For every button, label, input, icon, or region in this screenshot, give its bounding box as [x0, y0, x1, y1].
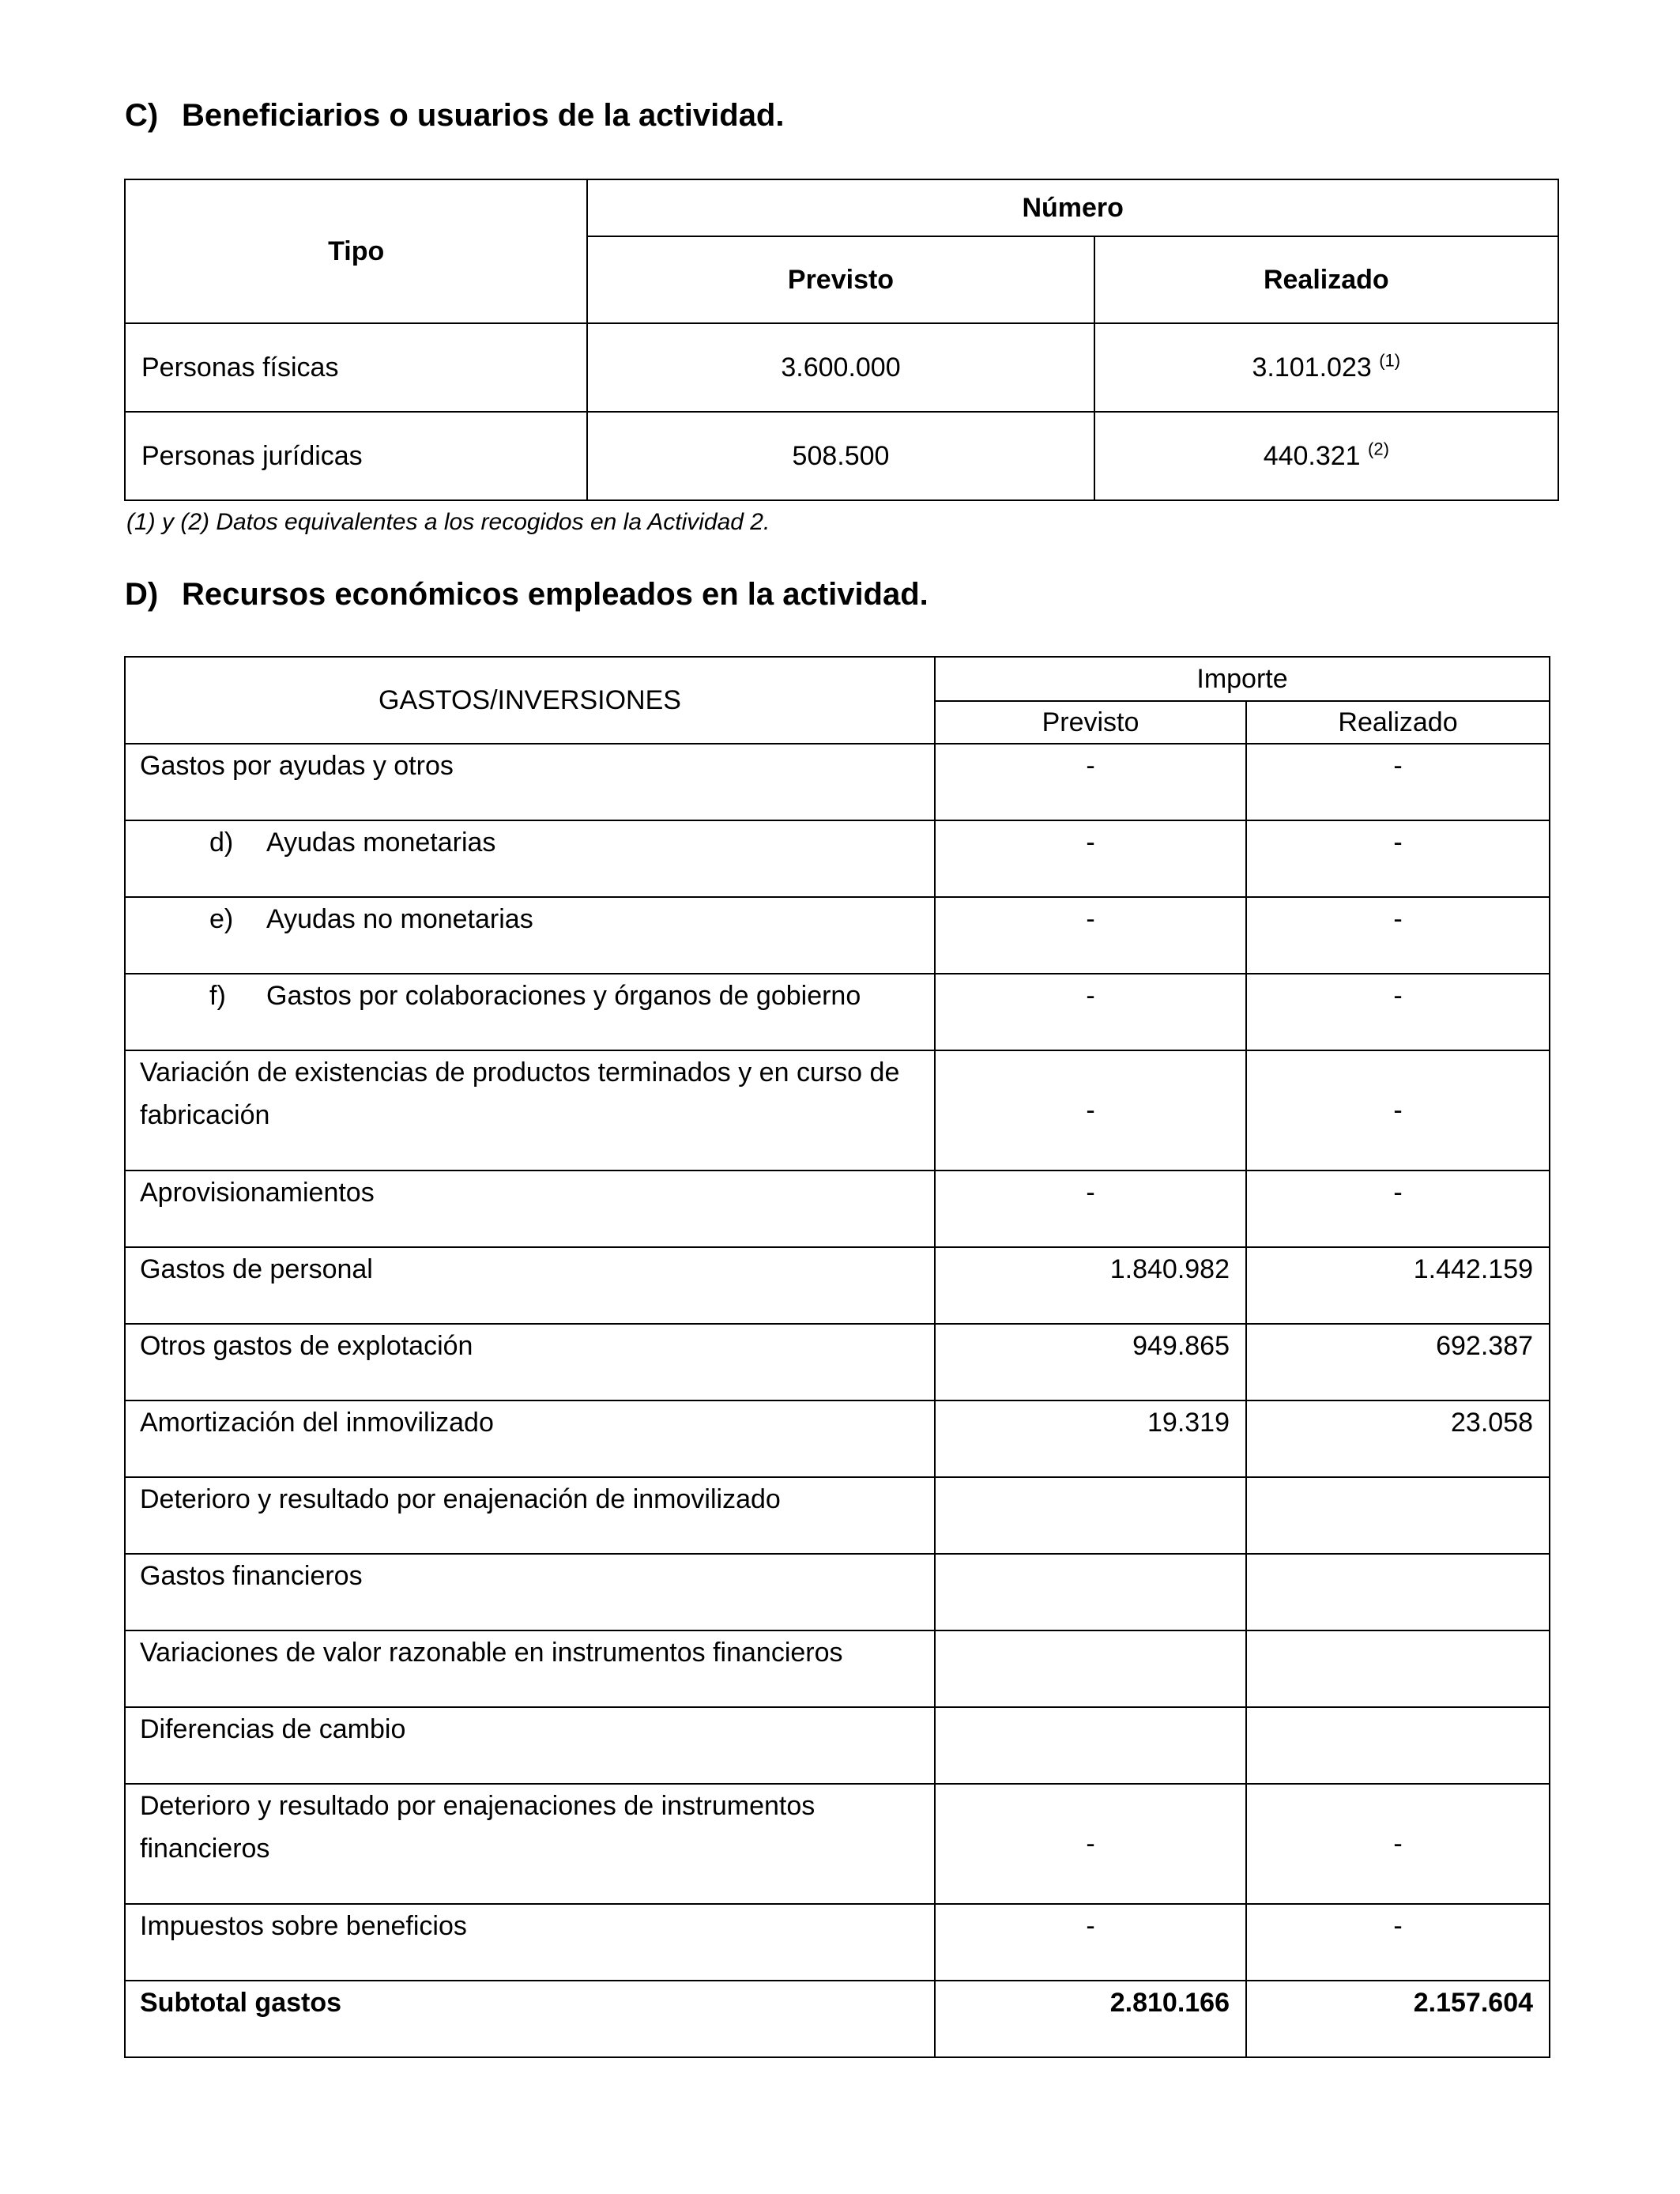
row-label: Impuestos sobre beneficios	[125, 1904, 935, 1981]
realizado-cell: 23.058	[1246, 1400, 1550, 1477]
table-row	[125, 1554, 1550, 1630]
subtotal-label: Subtotal gastos	[125, 1981, 935, 2057]
row-label: Variación de existencias de productos terminados y en curso de fabricación	[125, 1050, 935, 1171]
footnote-ref: (1)	[1379, 350, 1401, 371]
previsto-header: Previsto	[935, 701, 1246, 744]
row-label-text: Ayudas monetarias	[266, 827, 496, 858]
row-label: Gastos por ayudas y otros	[125, 744, 935, 820]
realizado-cell: -	[1246, 1904, 1550, 1981]
tipo-header: Tipo	[125, 179, 587, 323]
section-c-title: Beneficiarios o usuarios de la actividad.	[182, 98, 785, 133]
row-label-text: Ayudas no monetarias	[266, 904, 533, 934]
row-label: Gastos de personal	[125, 1247, 935, 1324]
row-label: Diferencias de cambio	[125, 1707, 935, 1784]
table-row	[125, 412, 1558, 500]
previsto-header: Previsto	[587, 236, 1094, 323]
row-label-text: Gastos por colaboraciones y órganos de gobierno	[266, 981, 861, 1011]
table-row	[125, 1171, 1550, 1247]
table-row	[125, 1477, 1550, 1554]
realizado-cell: -	[1246, 974, 1550, 1050]
importe-header: Importe	[935, 657, 1550, 701]
previsto-cell: 508.500	[587, 412, 1094, 500]
tipo-cell: Personas jurídicas	[125, 412, 587, 500]
footnote: (1) y (2) Datos equivalentes a los recogidos en la Actividad 2.	[126, 509, 770, 535]
previsto-cell: -	[935, 1050, 1246, 1171]
realizado-cell: -	[1246, 1171, 1550, 1247]
row-label: Deterioro y resultado por enajenación de inmovilizado	[125, 1477, 935, 1554]
realizado-header: Realizado	[1094, 236, 1558, 323]
table-row	[125, 820, 1550, 897]
section-c-letter: C)	[125, 98, 159, 133]
row-label: Deterioro y resultado por enajenaciones de instrumentos financieros	[125, 1784, 935, 1904]
table-row	[125, 1050, 1550, 1171]
previsto-cell: 3.600.000	[587, 323, 1094, 412]
table-row	[125, 744, 1550, 820]
realizado-cell: -	[1246, 897, 1550, 974]
previsto-cell: -	[935, 897, 1246, 974]
row-label	[125, 820, 935, 897]
row-marker: e)	[209, 904, 234, 934]
previsto-cell: -	[935, 1171, 1246, 1247]
realizado-cell: -	[1246, 1784, 1550, 1904]
table-row	[125, 1707, 1550, 1784]
previsto-cell	[935, 1707, 1246, 1784]
table-row	[125, 897, 1550, 974]
previsto-cell: -	[935, 820, 1246, 897]
table-row	[125, 1904, 1550, 1981]
tipo-cell: Personas físicas	[125, 323, 587, 412]
table-row	[125, 1324, 1550, 1400]
table-row	[125, 1247, 1550, 1324]
table-row	[125, 1400, 1550, 1477]
realizado-cell: -	[1246, 820, 1550, 897]
row-marker: d)	[209, 827, 234, 858]
section-d-heading	[125, 577, 929, 613]
table-row	[125, 323, 1558, 412]
row-label: Variaciones de valor razonable en instrumentos financieros	[125, 1630, 935, 1707]
previsto-cell: 1.840.982	[935, 1247, 1246, 1324]
recursos-table	[124, 656, 1550, 2058]
subtotal-realizado: 2.157.604	[1246, 1981, 1550, 2057]
section-c-heading	[125, 98, 784, 134]
realizado-cell: -	[1246, 1050, 1550, 1171]
row-marker: f)	[209, 981, 226, 1011]
gastos-header: GASTOS/INVERSIONES	[125, 657, 935, 744]
realizado-cell: 1.442.159	[1246, 1247, 1550, 1324]
section-d-title: Recursos económicos empleados en la actividad.	[182, 577, 929, 612]
previsto-cell: -	[935, 1784, 1246, 1904]
row-label	[125, 974, 935, 1050]
previsto-cell	[935, 1477, 1246, 1554]
realizado-cell	[1094, 412, 1558, 500]
realizado-cell: -	[1246, 744, 1550, 820]
realizado-cell	[1246, 1477, 1550, 1554]
realizado-value: 440.321	[1263, 440, 1361, 471]
previsto-cell	[935, 1554, 1246, 1630]
realizado-cell	[1094, 323, 1558, 412]
beneficiarios-table	[124, 179, 1559, 501]
row-label: Aprovisionamientos	[125, 1171, 935, 1247]
subtotal-row	[125, 1981, 1550, 2057]
table-row	[125, 1630, 1550, 1707]
realizado-cell: 692.387	[1246, 1324, 1550, 1400]
row-label: Amortización del inmovilizado	[125, 1400, 935, 1477]
previsto-cell: 19.319	[935, 1400, 1246, 1477]
realizado-header: Realizado	[1246, 701, 1550, 744]
numero-header: Número	[587, 179, 1558, 236]
footnote-ref: (2)	[1368, 439, 1389, 459]
previsto-cell: -	[935, 1904, 1246, 1981]
previsto-cell: -	[935, 744, 1246, 820]
section-d-letter: D)	[125, 577, 159, 612]
realizado-value: 3.101.023	[1252, 352, 1372, 383]
previsto-cell	[935, 1630, 1246, 1707]
row-label: Otros gastos de explotación	[125, 1324, 935, 1400]
realizado-cell	[1246, 1707, 1550, 1784]
row-label	[125, 897, 935, 974]
previsto-cell: 949.865	[935, 1324, 1246, 1400]
subtotal-previsto: 2.810.166	[935, 1981, 1246, 2057]
previsto-cell: -	[935, 974, 1246, 1050]
realizado-cell	[1246, 1630, 1550, 1707]
table-row	[125, 1784, 1550, 1904]
realizado-cell	[1246, 1554, 1550, 1630]
row-label: Gastos financieros	[125, 1554, 935, 1630]
table-row	[125, 974, 1550, 1050]
